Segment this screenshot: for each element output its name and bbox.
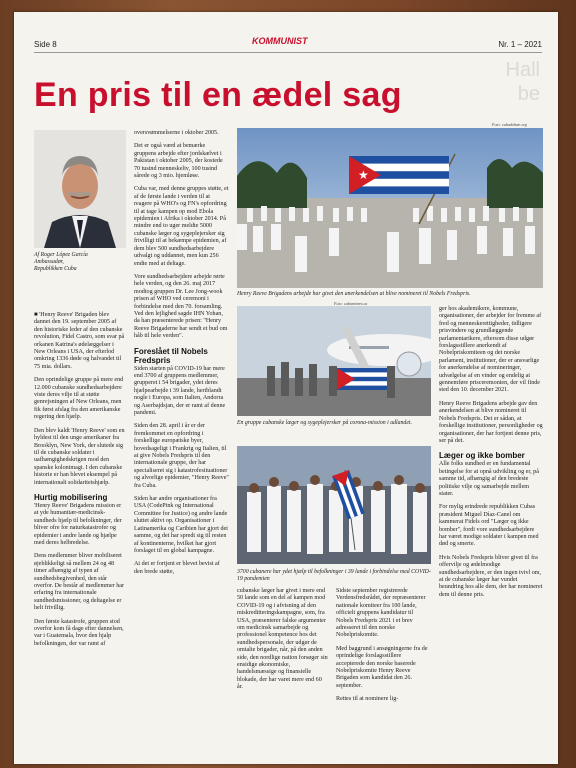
brigade-flag-illustration [237, 128, 543, 288]
svg-text:★: ★ [358, 168, 369, 182]
paragraph: Henry Reeve Brigadens arbejde gav den anerkendelsen at blive nomineret til Nobels Fredspris. Det er sådan, at forskellige institutioner, personligheder og organisationer, der har fortjent denne pris, ser på det. [439, 400, 543, 444]
paragraph: Alle folks sundhed er en fundamental betingelse for at opnå udvikling og er, på samme tid, afhængig af den bredeste politiske vilje og samarbejde mellem stater. [439, 461, 539, 497]
paragraph: ger hos akademikere, kommune, organisationer, der arbejder for fremme af fred og menneskerettigheder, tidligere prisvindere og grundlæggende parlamentarikere, eftersom disse udgør forslagsstillere anerkendt af Nobelpriskomiteen og det norske parlament, institutioner, der er ansvarlige for anerkendelse af nomineringer, udvælgelse af en vinder og endelig at gennemføre prisceremonien, der vil finde sted den 10. december 2021. [439, 306, 542, 394]
paragraph: Cuba var, med denne gruppes støtte, et af de første lande i verden til at reagere på WHO's og FN's opfordring til at tage kampen op mod Ebola epidemien i Afrika i oktober 2014. På mindre end to uger meldte 5000 cubanske læger og sygeplejersker sig frivilligt til at bekæmpe epidemien, af dem blev 500 sundhedsarbejdere udvalgt og uddannet, men kun 256 endte med at deltage. [134, 186, 229, 267]
paragraph: Med baggrund i ansøgningerne fra de oprindelige forslagsstillere accepterede den norske baserede Nobelpriskomite Henry Reeve Brigaden som kandidat den 26. september. [336, 645, 428, 689]
paragraph: Den oprindelige gruppe på mere end 12.000 cubanske sundhedsarbejdere viste deres vilje til at støtte genrejsningen af New Orleans, men fik først afslag fra den amerikanske regering den hjælp. [34, 377, 124, 421]
paragraph: Dens medlemmer bliver mobiliseret øjeblikkeligt så mellem 24 og 48 timer afhængig af typen af sundhedsbegivenhed, den står overfor. De består af medlemmer har erfaring fra internationale sundhedsmissioner, og deltagelse er helt frivillig. [34, 553, 125, 612]
paragraph: For mylig erindrede republikken Cubas præsident Miguel Díaz-Canel om kammerat Fidels ord "Læger og ikke bomber", fordi vore sundhedsarbejdere har været modige soldater i kampen med død og smerte. [439, 504, 539, 548]
paragraph: At det er fortjent er blevet bevist af den brede støtte, [134, 561, 220, 575]
column-2 [134, 130, 229, 582]
photo-credit: Foto: cubaminrex.cu [334, 301, 368, 306]
subheading: Foreslået til Nobels Fredspris [134, 346, 208, 365]
column-1 [34, 312, 126, 654]
paragraph: Siden den 28. april i år er der fremkommet en opfordring i forskellige europæiske byer, hovedsageligt i Frankrig og Italien, til at give Nobels Fredspris til den internationale gruppe, der har specialiseret sig i katastrofesituationer og alvorlige epidemier, "Henry Reeve" fra Cuba. [134, 423, 229, 489]
column-3 [237, 588, 329, 698]
photo-caption-3: 3700 cubanere har ydet hjælp til befolkninger i 39 lande i forbindelse med COVID-19 pandemien [237, 569, 431, 582]
brigade-flag-photo [237, 128, 543, 288]
airplane-photo [237, 306, 431, 416]
paragraph: cubanske læger har givet i mere end 50 lande som en del af kampen mod COVID-19 og i afvisning af den miskreditteringskampagne, som, fra USA, præsenterer falske argumenter om medicinsk samarbejde og professionel kompetence hos det sundhedspersonale, der udgør de omtalte brigader, når, på den anden side, den nordlige nation forsøger sin ensidige økonomiske, handelsmæssige og finansielle blokade, der har varet mere end 60 år. [237, 588, 328, 691]
paragraph: Den blev kaldt 'Henry Reeve' som en hyldest til den unge amerikaner fra Brooklyn, New York, der slutede sig til de cubanske soldater i uafhængighedskrigen mod den spanske kolonimagt. I den cubanske historie er han blevet eksempel på internationalt solidaritetshjælp. [34, 427, 125, 486]
newspaper-page [14, 12, 558, 764]
article-headline: En pris til en ædel sag [34, 76, 402, 114]
paragraph: Sidste september registrerede Verdensfredsrådet, der repræsenterer nationale komiteer fra 100 lande, officielt gruppens kandidatur til Nobels Fredspris 2021 i et brev adresseret til den norske Nobelpriskomite. [336, 588, 426, 639]
photo-caption-1: Henry Reeve Brigadens arbejde har givet den anerkendelsen at blive nomineret til Nobels Fredspris. [237, 291, 471, 297]
author-byline: Af Roger López García Ambassadør, Republikken Cuba [34, 252, 88, 272]
paragraph: Siden har andre organisationer fra USA (CodePink og International Committee for Justice) og andre lande sluttet aktivt op. Organisationer i Latinamerika og Caribien har gjort det samme, og det har spredt sig til resten af kontinenterne, hvilket har gjort forslaget til en global kampagne. [134, 496, 228, 554]
author-portrait-photo [34, 130, 126, 248]
paragraph: Den første katastrofe, gruppen stod overfor kom få dage efter dannelsen, var i Guatemala, hvor den hjalp befolkningen, der var ramt af [34, 618, 124, 647]
issue-number: Nr. 1 – 2021 [498, 40, 542, 49]
paragraph: Rettes til at nominere lig- [336, 696, 399, 703]
column-4 [336, 588, 431, 710]
newspaper-logo: KOMMUNIST [252, 36, 308, 46]
airplane-illustration [237, 306, 431, 416]
subheading: Hurtig mobilisering [34, 492, 108, 502]
paragraph: Det er også værd at bemærke gruppens arbejde efter jordskælvet i Pakistan i oktober 2005, der kostede 70 tusind menneskeliv, 100 tusind sårede og 3 mio. hjemløse. [134, 143, 223, 180]
header-rule [34, 52, 542, 53]
portrait-illustration [34, 130, 126, 248]
paragraph: Vore sundhedsarbejdere arbejde rørte hele verden, og den 26. maj 2017 modtog gruppen Dr. Lee Jong-wook prisen af WHO ved ceremoni i forbindelse med den 70. forsamling. Ved den lejlighed sagde IHN Yohan, da han præsenterede prisen: "Henry Reeve Brigaderne har sendt et bud om håb til hele verden". [134, 273, 228, 340]
paragraph: 'Henry Reeve' Brigadens mission er at yde humanitær-medicinsk-sundheds hjælp til befolkninger, der bliver ofre for naturkatastrofer og epidemier i andre lande og hjælpe med deres helbredelse. [34, 502, 122, 546]
photo-caption-2: En gruppe cubanske læger og sygeplejersker på corona-mission i udlandet. [237, 420, 412, 426]
subheading: Læger og ikke bomber [439, 451, 525, 461]
paragraph: Hvis Nobels Fredspris bliver givet til fra offervilje og ædelmodige sundhedsarbejdere, er den ingen tvivl om, at de cubanske læger har vundet beundring hos alle dem, der har nomineret dem til denne pris. [439, 554, 543, 598]
photo-credit: Foto: cubadebate.org [492, 122, 527, 127]
paragraph: ■ 'Henry Reeve' Brigaden blev dannet den 19. september 2005 af den historiske leder af den cubanske revolution, Fidel Castro, som svar på orkanen Katrina's ødelæggelser i New Orleans i USA, der efterlod omkring 1336 døde og halvandet til 75 mia. dollars. [34, 312, 125, 370]
doctors-flag-photo [237, 446, 431, 564]
column-5 [439, 306, 543, 605]
show-through-text: Hall be [505, 59, 540, 105]
paragraph: Siden starten på COVID-19 har mere end 3700 af gruppens medlemmer, grupperet i 54 brigader, ydet deres hjælpearbejde i 39 lande, heriblandt nogle i Europa, som Italien, Andorra og Aserbajdsjan, der er ramt af denne pandemi. [134, 365, 226, 416]
doctors-illustration [237, 446, 431, 564]
page-number: Side 8 [34, 40, 57, 49]
paragraph: oversvømmelserne i oktober 2005. [134, 130, 219, 136]
